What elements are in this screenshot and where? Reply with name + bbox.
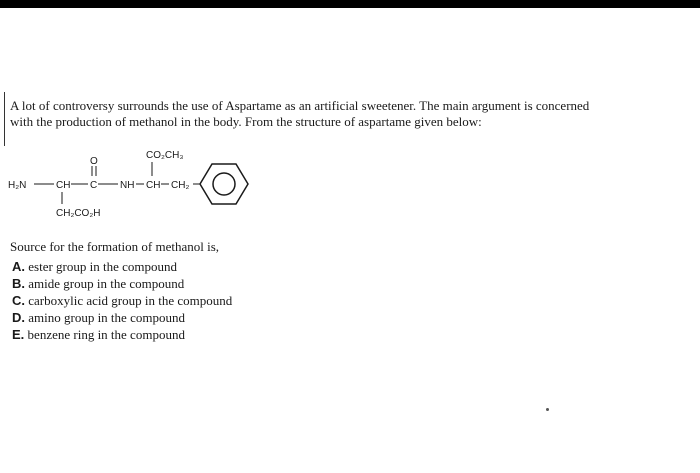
option-d-text: amino group in the compound (28, 310, 185, 325)
amino-group-label: H₂N (8, 180, 27, 191)
carbonyl-oxygen-label: O (90, 156, 98, 167)
option-a-text: ester group in the compound (28, 259, 177, 274)
question-line-2: with the production of methanol in the body. From the structure of aspartame given below: (10, 114, 482, 129)
methyl-ester-label: CO₂CH₃ (146, 150, 184, 161)
carbonyl-carbon-label: C (90, 180, 98, 191)
option-e-text: benzene ring in the compound (27, 327, 185, 342)
option-c (12, 292, 412, 309)
option-a (12, 258, 412, 275)
stray-mark (546, 408, 549, 411)
carboxylic-acid-label: CH₂CO₂H (56, 208, 101, 219)
option-d (12, 309, 412, 326)
benzene-aromatic-circle (213, 173, 235, 195)
option-e-letter: E. (12, 327, 25, 342)
option-b-letter: B. (12, 276, 25, 291)
option-c-text: carboxylic acid group in the compound (28, 293, 233, 308)
question-text (10, 98, 680, 130)
left-margin-rule (4, 92, 5, 146)
benzene-ring (200, 164, 248, 204)
option-a-letter: A. (12, 259, 25, 274)
option-b-text: amide group in the compound (28, 276, 185, 291)
benzyl-ch2-label: CH₂ (171, 180, 190, 191)
aspartame-structure (0, 140, 320, 230)
option-b (12, 275, 412, 292)
source-question: Source for the formation of methanol is, (10, 239, 220, 254)
phe-ch-label: CH (146, 180, 161, 191)
top-black-bar (0, 0, 700, 8)
option-e (12, 326, 412, 343)
question-line-1: A lot of controversy surrounds the use of Aspartame as an artificial sweetener. The main argument is concerned (10, 98, 590, 113)
options-list (12, 258, 412, 343)
option-d-letter: D. (12, 310, 25, 325)
alpha-ch-label: CH (56, 180, 71, 191)
amide-nh-label: NH (120, 180, 135, 191)
option-c-letter: C. (12, 293, 25, 308)
